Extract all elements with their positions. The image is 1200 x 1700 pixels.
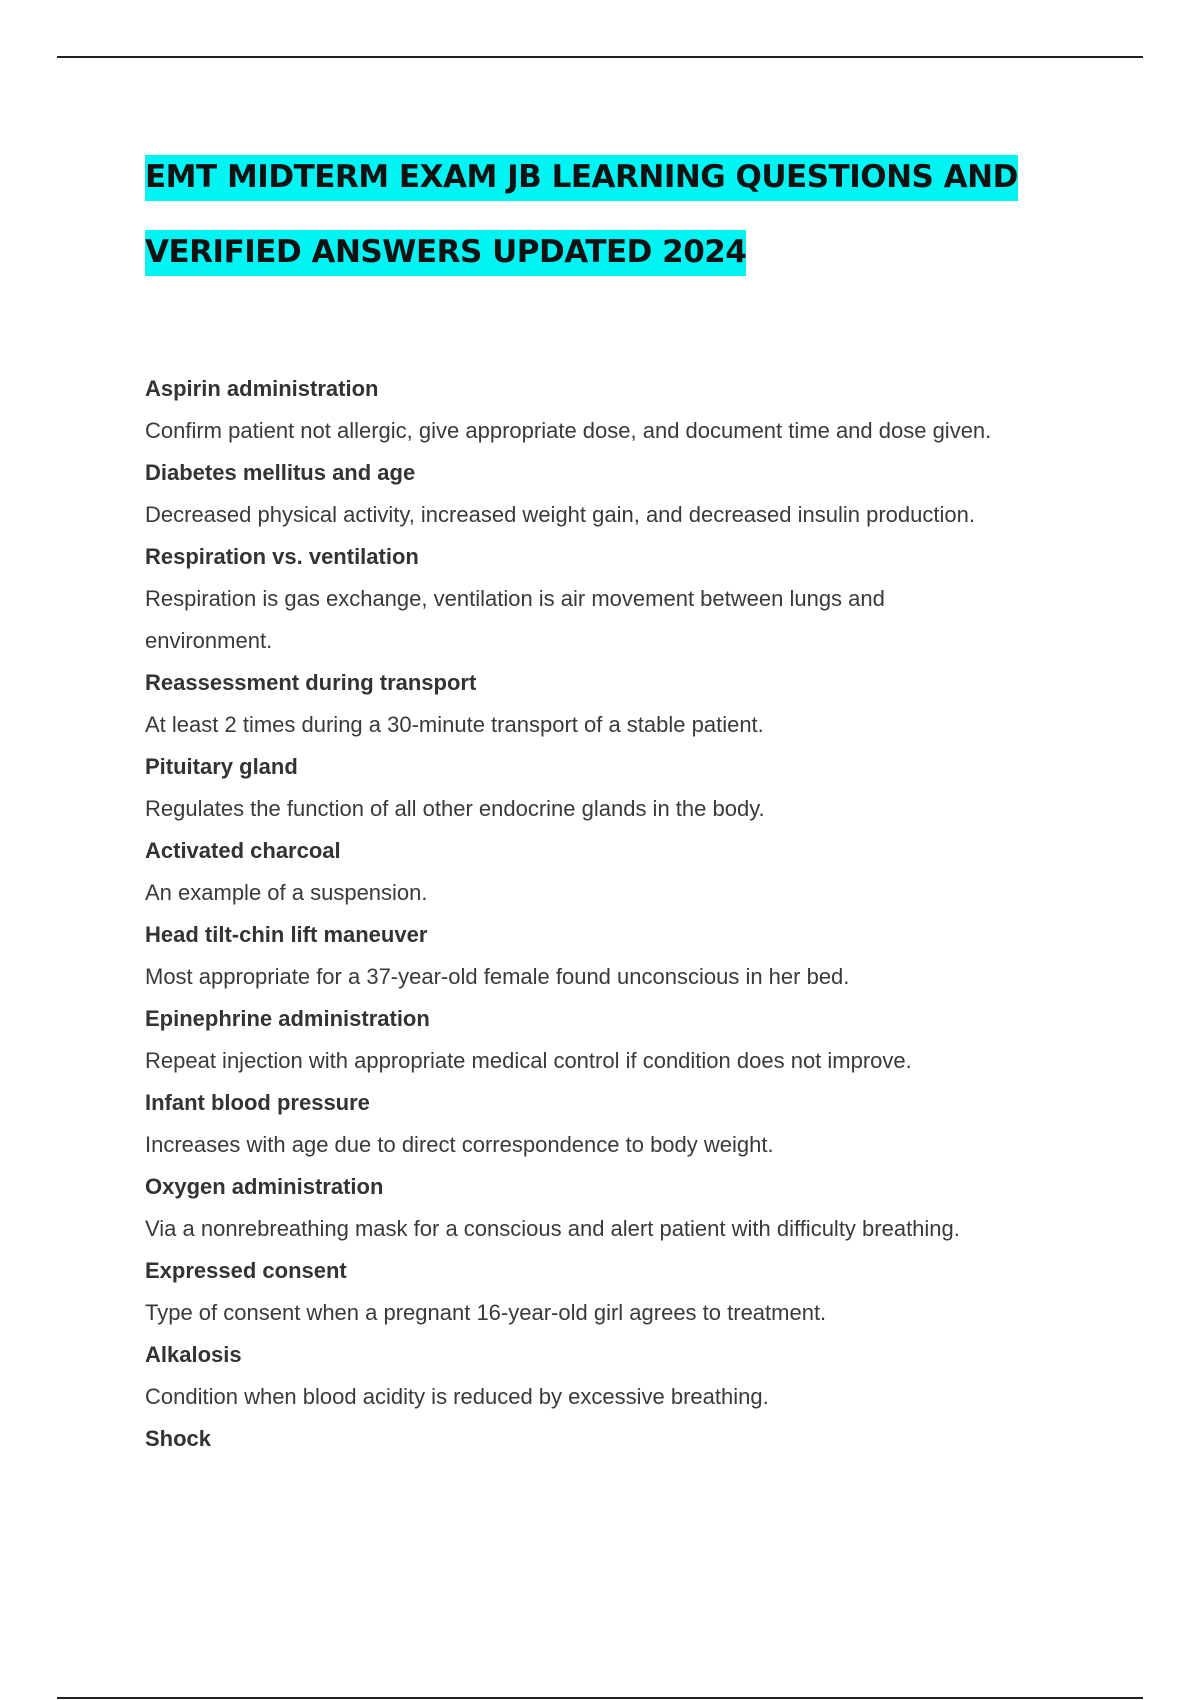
term-shock: Shock xyxy=(145,1426,212,1451)
term-epinephrine-administration: Epinephrine administration xyxy=(145,1006,430,1031)
top-divider xyxy=(57,56,1143,58)
definition-diabetes-mellitus: Decreased physical activity, increased weight gain, and decreased insulin production. xyxy=(145,502,975,527)
term-oxygen-administration: Oxygen administration xyxy=(145,1174,384,1199)
bottom-divider xyxy=(57,1697,1143,1699)
term-alkalosis: Alkalosis xyxy=(145,1342,242,1367)
definition-infant-blood-pressure: Increases with age due to direct correspondence to body weight. xyxy=(145,1132,774,1157)
term-respiration-vs-ventilation: Respiration vs. ventilation xyxy=(145,544,419,569)
qa-list xyxy=(145,368,1105,1460)
term-aspirin-administration: Aspirin administration xyxy=(145,376,379,401)
term-expressed-consent: Expressed consent xyxy=(145,1258,347,1283)
title-line-2: VERIFIED ANSWERS UPDATED 2024 xyxy=(145,230,746,276)
term-head-tilt-chin-lift: Head tilt-chin lift maneuver xyxy=(145,922,428,947)
definition-reassessment-during-transport: At least 2 times during a 30-minute transport of a stable patient. xyxy=(145,712,764,737)
term-reassessment-during-transport: Reassessment during transport xyxy=(145,670,477,695)
definition-pituitary-gland: Regulates the function of all other endocrine glands in the body. xyxy=(145,796,765,821)
definition-epinephrine-administration: Repeat injection with appropriate medical control if condition does not improve. xyxy=(145,1048,912,1073)
title-line-1: EMT MIDTERM EXAM JB LEARNING QUESTIONS AND xyxy=(145,155,1018,201)
definition-respiration-vs-ventilation: Respiration is gas exchange, ventilation is air movement between lungs and environment. xyxy=(145,586,885,653)
term-diabetes-mellitus: Diabetes mellitus and age xyxy=(145,460,416,485)
term-infant-blood-pressure: Infant blood pressure xyxy=(145,1090,370,1115)
term-pituitary-gland: Pituitary gland xyxy=(145,754,298,779)
definition-activated-charcoal: An example of a suspension. xyxy=(145,880,428,905)
definition-head-tilt-chin-lift: Most appropriate for a 37-year-old female found unconscious in her bed. xyxy=(145,964,850,989)
document-title xyxy=(145,140,1105,290)
definition-alkalosis: Condition when blood acidity is reduced by excessive breathing. xyxy=(145,1384,769,1409)
definition-expressed-consent: Type of consent when a pregnant 16-year-old girl agrees to treatment. xyxy=(145,1300,827,1325)
definition-aspirin-administration: Confirm patient not allergic, give appropriate dose, and document time and dose given. xyxy=(145,418,992,443)
definition-oxygen-administration: Via a nonrebreathing mask for a conscious and alert patient with difficulty breathing. xyxy=(145,1216,960,1241)
term-activated-charcoal: Activated charcoal xyxy=(145,838,341,863)
